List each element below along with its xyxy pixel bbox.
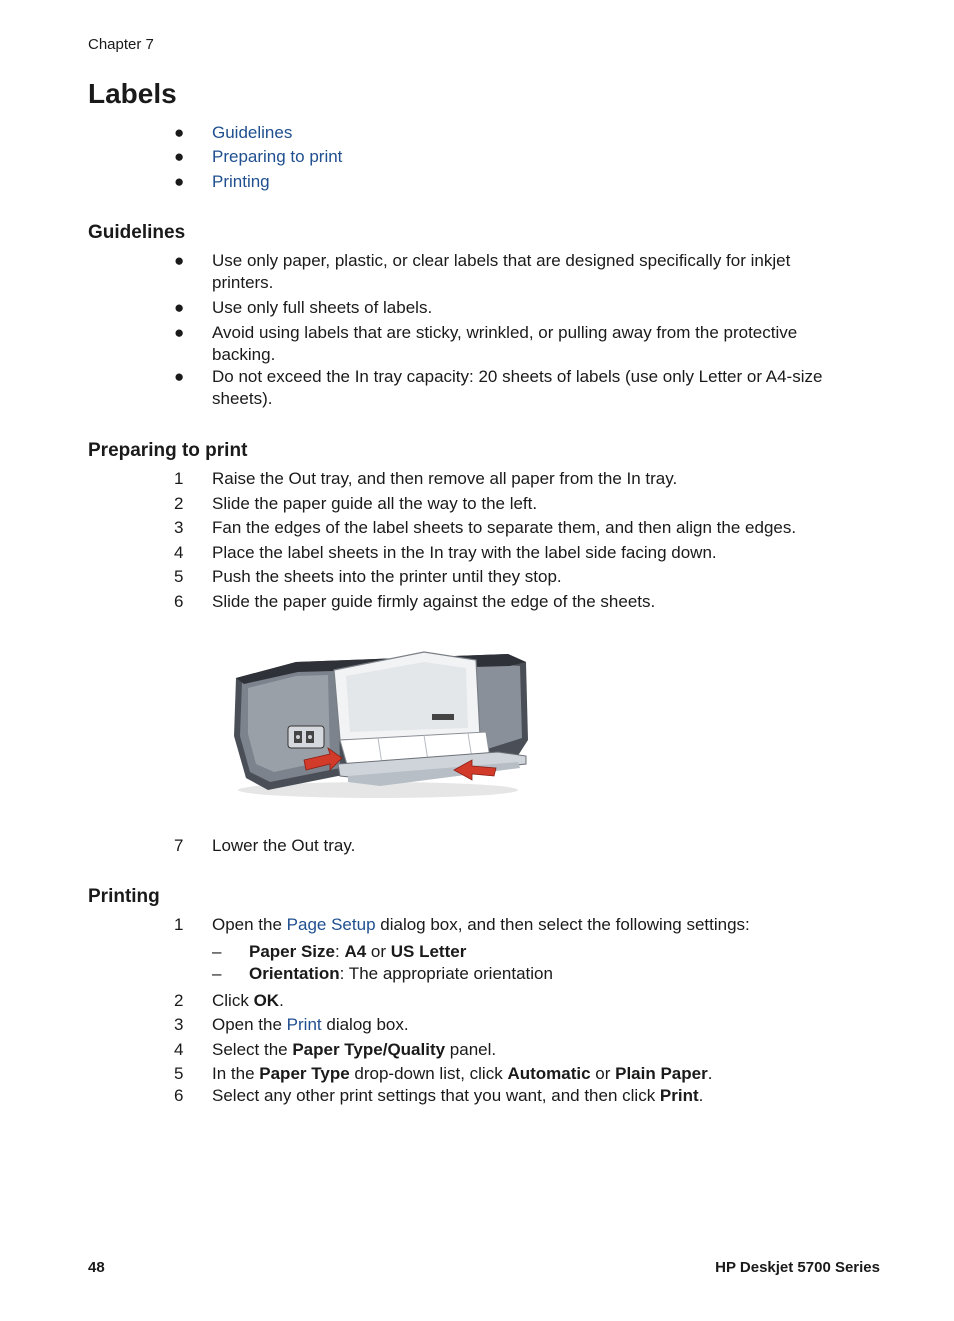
step-text xyxy=(212,1039,874,1061)
bold-term: Paper Type xyxy=(259,1064,350,1083)
item-text: Do not exceed the In tray capacity: 20 sheets of labels (use only Letter or A4-size xyxy=(212,367,823,386)
step-number: 7 xyxy=(174,836,184,855)
bullet: ● xyxy=(174,367,185,386)
dash: – xyxy=(212,942,222,961)
step-number: 2 xyxy=(174,991,184,1010)
text-run: dialog box. xyxy=(321,1015,409,1034)
sub-text xyxy=(249,941,869,963)
setting-value: US Letter xyxy=(390,942,467,961)
bold-term: Paper Type/Quality xyxy=(292,1040,446,1059)
chapter-header: Chapter 7 xyxy=(88,36,154,53)
text-run: dialog box, and then select the following settings: xyxy=(375,915,750,934)
setting-name: Orientation xyxy=(249,964,340,983)
step-number: 3 xyxy=(174,1015,184,1034)
text-run: Open the xyxy=(212,915,287,934)
toc-link-preparing[interactable]: Preparing to print xyxy=(212,147,343,166)
step-text: Fan the edges of the label sheets to separate them, and then align the edges. xyxy=(212,518,797,537)
setting-value: A4 xyxy=(344,942,367,961)
step-number: 6 xyxy=(174,1086,184,1105)
text-run: . xyxy=(279,991,284,1010)
page-number: 48 xyxy=(88,1259,105,1276)
dash: – xyxy=(212,964,222,983)
text-run: . xyxy=(698,1086,704,1105)
text-run: or xyxy=(590,1064,616,1083)
text-run: : The appropriate orientation xyxy=(339,964,553,983)
page-title: Labels xyxy=(88,78,177,109)
bold-term: Plain Paper xyxy=(615,1064,708,1083)
step-text: Slide the paper guide all the way to the left. xyxy=(212,494,538,513)
bullet: ● xyxy=(174,251,185,270)
item-text: printers. xyxy=(212,273,274,292)
section-heading-printing: Printing xyxy=(88,886,160,907)
toc-link-guidelines[interactable]: Guidelines xyxy=(212,123,293,142)
step-number: 6 xyxy=(174,592,184,611)
printer-illustration xyxy=(228,640,532,802)
text-run: panel. xyxy=(445,1040,497,1059)
text-run: Click xyxy=(212,991,254,1010)
bold-term: Automatic xyxy=(507,1064,591,1083)
sub-text xyxy=(249,963,869,985)
page-setup-link[interactable]: Page Setup xyxy=(286,915,376,934)
step-text: Raise the Out tray, and then remove all paper from the In tray. xyxy=(212,469,678,488)
item-text: Avoid using labels that are sticky, wrinkled, or pulling away from the protective xyxy=(212,323,798,342)
step-text: Push the sheets into the printer until they stop. xyxy=(212,567,562,586)
text-run: . xyxy=(707,1064,713,1083)
bullet: ● xyxy=(174,172,185,191)
step-text xyxy=(212,990,874,1012)
step-text xyxy=(212,1063,874,1085)
step-number: 2 xyxy=(174,494,184,513)
step-text xyxy=(212,1014,874,1036)
bold-term: Print xyxy=(659,1086,699,1105)
step-text: Place the label sheets in the In tray with the label side facing down. xyxy=(212,543,717,562)
bold-term: OK xyxy=(253,991,280,1010)
step-number: 1 xyxy=(174,469,184,488)
step-number: 4 xyxy=(174,543,184,562)
step-number: 5 xyxy=(174,1064,184,1083)
item-text: sheets). xyxy=(212,389,273,408)
setting-name: Paper Size xyxy=(249,942,335,961)
text-run: Open the xyxy=(212,1015,287,1034)
section-heading-preparing: Preparing to print xyxy=(88,440,248,461)
section-heading-guidelines: Guidelines xyxy=(88,222,186,243)
text-run: or xyxy=(366,942,391,961)
step-number: 5 xyxy=(174,567,184,586)
step-text xyxy=(212,914,874,936)
step-text: Slide the paper guide firmly against the edge of the sheets. xyxy=(212,592,656,611)
step-number: 1 xyxy=(174,915,184,934)
footer-product-name: HP Deskjet 5700 Series xyxy=(715,1259,880,1276)
text-run: Select any other print settings that you want, and then click xyxy=(212,1086,660,1105)
toc-link-printing[interactable]: Printing xyxy=(212,172,270,191)
bullet: ● xyxy=(174,147,185,166)
bullet: ● xyxy=(174,123,185,142)
item-text: Use only full sheets of labels. xyxy=(212,298,433,317)
text-run: drop-down list, click xyxy=(349,1064,508,1083)
step-number: 4 xyxy=(174,1040,184,1059)
item-text: backing. xyxy=(212,345,276,364)
bullet: ● xyxy=(174,323,185,342)
print-dialog-link[interactable]: Print xyxy=(286,1015,322,1034)
text-run: In the xyxy=(212,1064,260,1083)
step-number: 3 xyxy=(174,518,184,537)
text-run: : xyxy=(335,942,345,961)
step-text: Lower the Out tray. xyxy=(212,836,356,855)
item-text: Use only paper, plastic, or clear labels that are designed specifically for inkjet xyxy=(212,251,791,270)
step-text xyxy=(212,1085,874,1107)
bullet: ● xyxy=(174,298,185,317)
text-run: Select the xyxy=(212,1040,293,1059)
